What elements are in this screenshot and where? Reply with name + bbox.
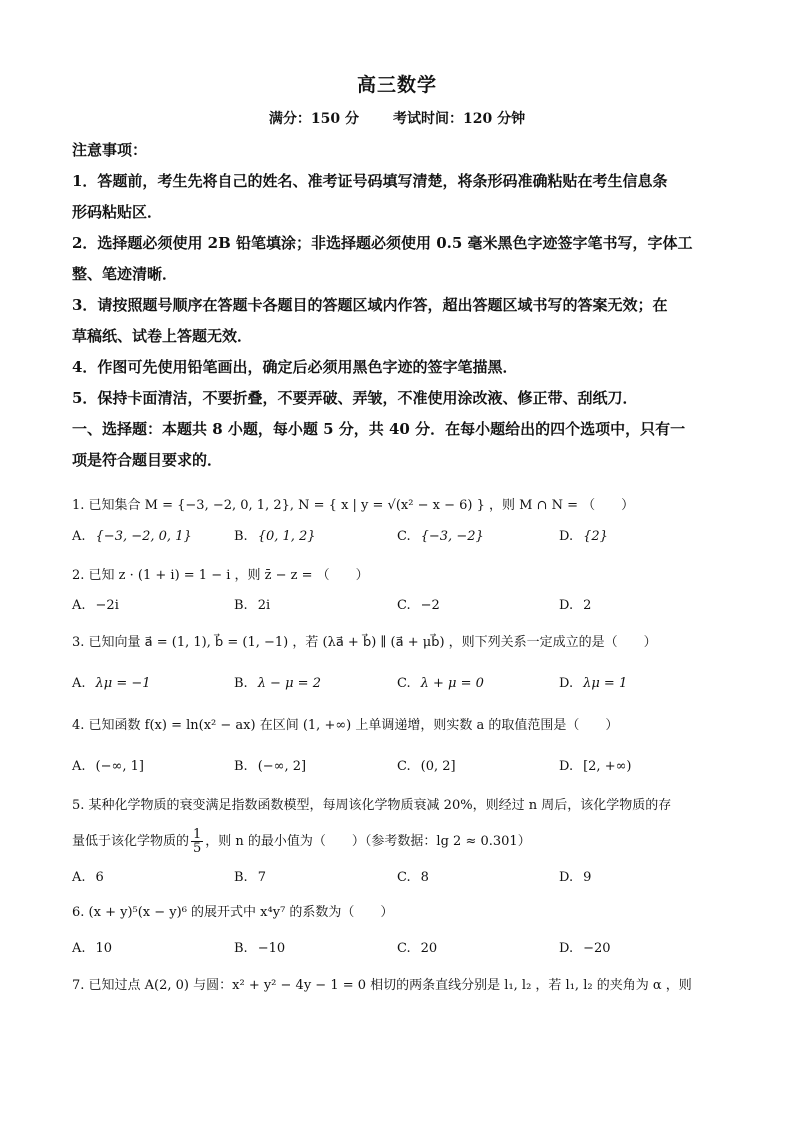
- notice-item-3-cont: 草稿纸、试卷上答题无效．: [72, 327, 253, 345]
- exam-info: [0, 108, 794, 128]
- question-2-options: [72, 598, 722, 618]
- option-a: A. 6: [72, 870, 104, 885]
- option-c: C. 8: [397, 870, 429, 885]
- notice-item-1: 1．答题前，考生先将自己的姓名、准考证号码填写清楚，将条形码准确粘贴在考生信息条: [72, 172, 668, 190]
- option-c: C. λ + μ = 0: [397, 676, 484, 691]
- option-c: C. (0, 2]: [397, 759, 456, 774]
- question-4-options: [72, 759, 722, 779]
- question-7-stem: 7. 已知过点 A(2, 0) 与圆：x² + y² − 4y − 1 = 0 相切的两条直线分别是 l₁, l₂ ，若 l₁, l₂ 的夹角为 α ，则: [72, 978, 692, 993]
- question-1-stem: 1. 已知集合 M = {−3, −2, 0, 1, 2}, N = { x | y = √(x² − x − 6) } ，则 M ∩ N = （ ）: [72, 498, 635, 513]
- option-b: B. 7: [234, 870, 266, 885]
- option-a: A. −2i: [72, 598, 119, 613]
- exam-time-text: 考试时间：120 分钟: [393, 111, 526, 127]
- notice-item-5: 5．保持卡面清洁，不要折叠，不要弄破、弄皱，不准使用涂改液、修正带、刮纸刀．: [72, 389, 638, 407]
- section-heading-cont: 项是符合题目要求的．: [72, 451, 223, 469]
- option-c: C. 20: [397, 941, 438, 956]
- question-4-stem: 4. 已知函数 f(x) = ln(x² − ax) 在区间 (1, +∞) 上单调递增，则实数 a 的取值范围是（ ）: [72, 718, 619, 733]
- option-a: A. (−∞, 1]: [72, 759, 144, 774]
- full-score-text: 满分：150 分: [268, 111, 359, 127]
- question-5-stem: 5. 某种化学物质的衰变满足指数函数模型，每周该化学物质衰减 20%，则经过 n 周后，该化学物质的存: [72, 798, 672, 813]
- option-b: B. (−∞, 2]: [234, 759, 307, 774]
- option-d: D. {2}: [559, 529, 608, 544]
- question-3-options: [72, 676, 722, 696]
- question-6-options: [72, 941, 722, 961]
- notice-item-2: 2．选择题必须使用 2B 铅笔填涂；非选择题必须使用 0.5 毫米黑色字迹签字笔书写，字体工: [72, 234, 693, 252]
- option-d: D. λμ = 1: [559, 676, 628, 691]
- question-3-stem: 3. 已知向量 a⃗ = (1, 1), b⃗ = (1, −1) ，若 (λa⃗ + b⃗) ∥ (a⃗ + μb⃗) ，则下列关系一定成立的是（ ）: [72, 635, 657, 650]
- section-heading: 一、选择题：本题共 8 小题，每小题 5 分，共 40 分．在每小题给出的四个选项中，只有一: [72, 420, 686, 438]
- option-c: C. {−3, −2}: [397, 529, 484, 544]
- option-b: B. λ − μ = 2: [234, 676, 321, 691]
- option-a: A. λμ = −1: [72, 676, 151, 691]
- page-title: 高三数学: [356, 74, 437, 96]
- question-6-stem: 6. (x + y)⁵(x − y)⁶ 的展开式中 x⁴y⁷ 的系数为（ ）: [72, 905, 394, 920]
- option-b: B. 2i: [234, 598, 271, 613]
- question-2-stem: 2. 已知 z · (1 + i) = 1 − i ，则 z̄ − z = （ ）: [72, 568, 369, 583]
- option-a: A. {−3, −2, 0, 1}: [72, 529, 192, 544]
- notice-item-2-cont: 整、笔迹清晰．: [72, 265, 178, 283]
- option-d: D. 9: [559, 870, 592, 885]
- question-1-options: [72, 529, 722, 549]
- notice-item-4: 4．作图可先使用铅笔画出，确定后必须用黑色字迹的签字笔描黑．: [72, 358, 518, 376]
- question-5-stem-cont: 量低于该化学物质的 $\frac{1}{5}$ ，则 n 的最小值为（ ）（参考数据：lg 2 ≈ 0.301）: [72, 827, 531, 856]
- fraction-one-fifth: $\frac{1}{5}$: [193, 827, 202, 856]
- option-b: B. −10: [234, 941, 286, 956]
- option-d: D. −20: [559, 941, 611, 956]
- option-d: D. [2, +∞): [559, 759, 632, 774]
- question-5-options: [72, 870, 722, 890]
- notice-item-1-cont: 形码粘贴区．: [72, 203, 163, 221]
- option-b: B. {0, 1, 2}: [234, 529, 316, 544]
- option-c: C. −2: [397, 598, 440, 613]
- notice-heading: 注意事项：: [72, 141, 148, 159]
- option-a: A. 10: [72, 941, 113, 956]
- option-d: D. 2: [559, 598, 592, 613]
- notice-item-3: 3．请按照题号顺序在答题卡各题目的答题区域内作答，超出答题区域书写的答案无效；在: [72, 296, 668, 314]
